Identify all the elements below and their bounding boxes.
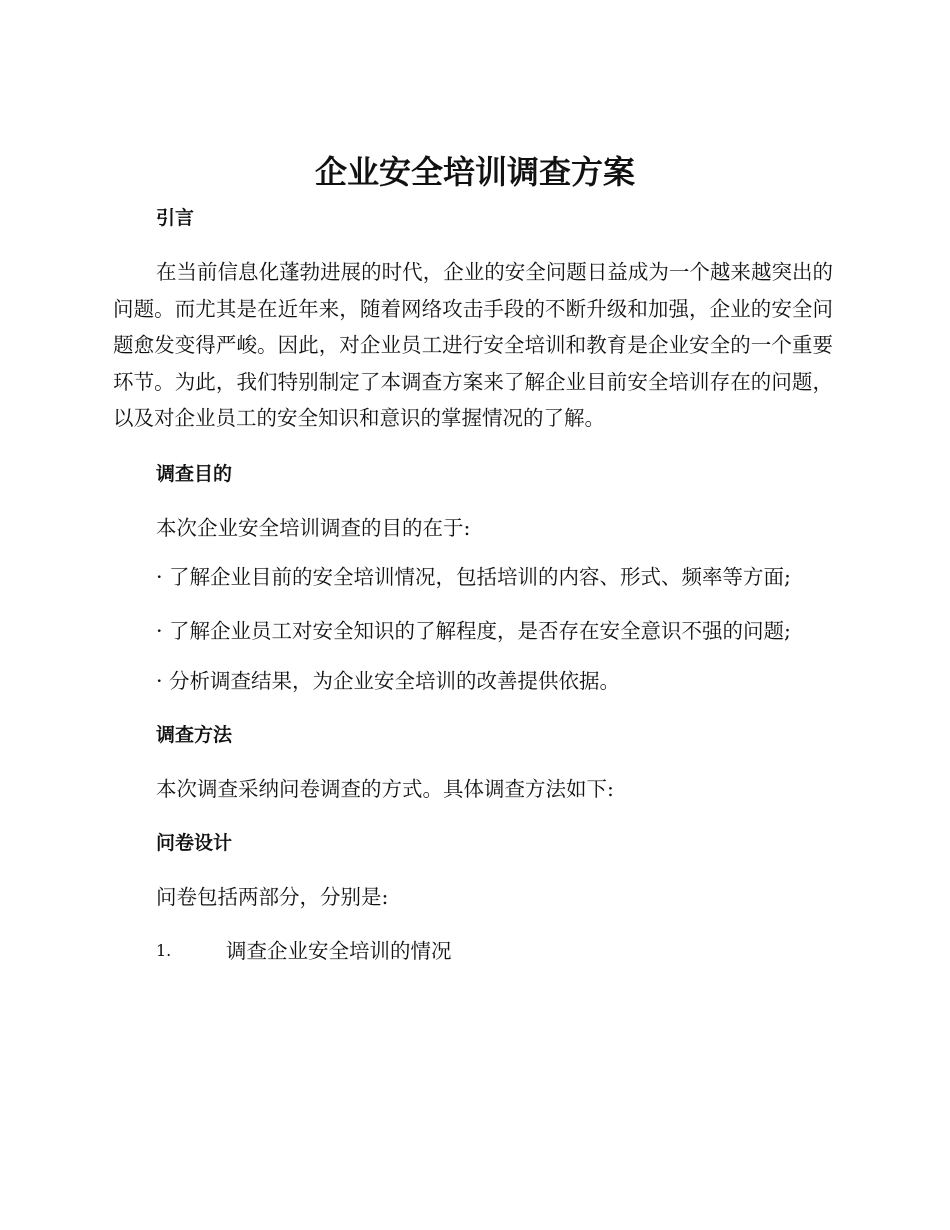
list-item-text: 调查企业安全培训的情况 xyxy=(226,938,452,963)
purpose-item: · 了解企业目前的安全培训情况，包括培训的内容、形式、频率等方面; xyxy=(156,564,791,589)
section-heading-purpose: 调查目的 xyxy=(156,462,233,485)
purpose-item: · 分析调查结果，为企业安全培训的改善提供依据。 xyxy=(156,668,621,693)
method-text: 本次调查采纳问卷调查的方式。具体调查方法如下: xyxy=(156,776,614,801)
document-body xyxy=(113,200,833,969)
document-title: 企业安全培训调查方案 xyxy=(314,153,635,191)
intro-paragraph: 在当前信息化蓬勃进展的时代，企业的安全问题日益成为一个越来越突出的问题。而尤其是在近年来，随着网络攻击手段的不断升级和加强，企业的安全问题愈发变得严峻。因此，对企业员工进行安全培训和教育是企业安全的一个重要环节。为此，我们特别制定了本调查方案来了解企业目前安全培训存在的问题，以及对企业员工的安全知识和意识的掌握情况的了解。 xyxy=(113,260,833,430)
questionnaire-text: 问卷包括两部分，分别是: xyxy=(156,884,389,909)
section-heading-intro: 引言 xyxy=(156,207,195,229)
section-heading-questionnaire: 问卷设计 xyxy=(156,831,233,854)
purpose-item: · 了解企业员工对安全知识的了解程度，是否存在安全意识不强的问题; xyxy=(156,618,791,643)
section-heading-method: 调查方法 xyxy=(156,723,233,746)
purpose-intro: 本次企业安全培训调查的目的在于: xyxy=(156,515,471,540)
numbered-list-item xyxy=(113,933,833,969)
list-number: 1. xyxy=(156,940,172,960)
